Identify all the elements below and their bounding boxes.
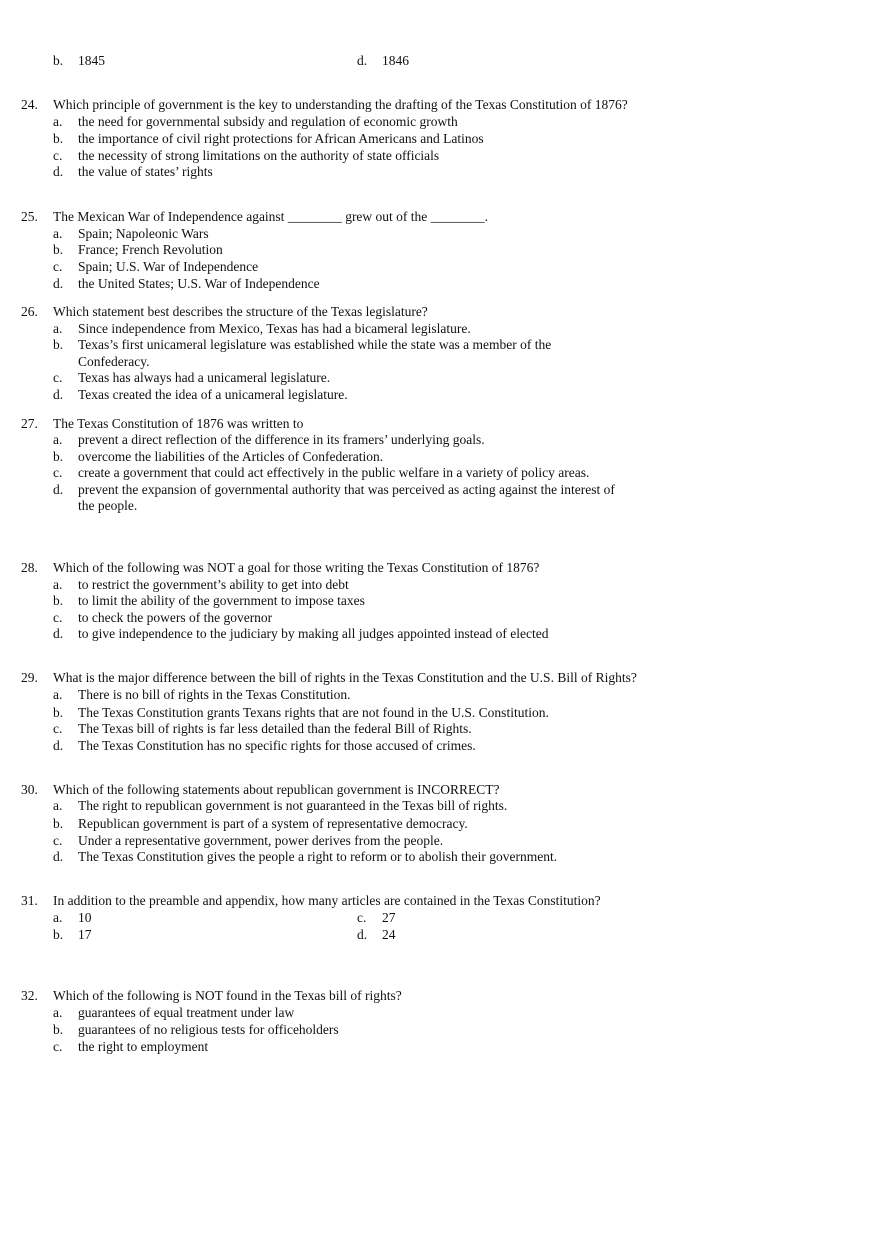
question-text: What is the major difference between the bill of rights in the Texas Constitution and the U.S. Bill of Rights? xyxy=(53,670,637,685)
question-text: Which of the following was NOT a goal for those writing the Texas Constitution of 1876? xyxy=(53,560,540,575)
option-text: the right to employment xyxy=(78,1039,209,1054)
option-text: to restrict the government’s ability to get into debt xyxy=(78,577,349,592)
option-text: guarantees of no religious tests for officeholders xyxy=(78,1022,339,1037)
option-text: the value of states’ rights xyxy=(78,164,213,179)
option-letter: b. xyxy=(53,593,64,608)
option-letter: d. xyxy=(53,849,64,864)
option-text: The Texas Constitution grants Texans rights that are not found in the U.S. Constitution. xyxy=(78,705,549,720)
option-text: The Texas bill of rights is far less detailed than the federal Bill of Rights. xyxy=(78,721,472,736)
option-letter: d. xyxy=(53,276,64,291)
option-letter: a. xyxy=(53,798,63,813)
option-text: guarantees of equal treatment under law xyxy=(78,1005,295,1020)
option-text: the need for governmental subsidy and regulation of economic growth xyxy=(78,114,458,129)
option-letter: c. xyxy=(53,1039,63,1054)
option-letter: a. xyxy=(53,114,63,129)
option-letter: c. xyxy=(53,259,63,274)
option-letter: a. xyxy=(53,226,63,241)
option-letter: c. xyxy=(53,148,63,163)
option-text: the people. xyxy=(78,498,138,513)
option-text: to limit the ability of the government to impose taxes xyxy=(78,593,365,608)
option-text: Texas created the idea of a unicameral legislature. xyxy=(78,387,348,402)
option-letter: a. xyxy=(53,910,63,925)
question-number: 32. xyxy=(21,988,38,1003)
option-text: 1845 xyxy=(78,53,105,68)
option-letter: b. xyxy=(53,705,64,720)
option-letter: b. xyxy=(53,131,64,146)
option-letter: a. xyxy=(53,321,63,336)
option-letter: b. xyxy=(53,242,64,257)
option-text: Under a representative government, power derives from the people. xyxy=(78,833,444,848)
option-text: Spain; Napoleonic Wars xyxy=(78,226,209,241)
question-text: The Mexican War of Independence against ________ grew out of the ________. xyxy=(53,209,489,224)
option-letter: b. xyxy=(53,53,64,68)
option-text: overcome the liabilities of the Articles of Confederation. xyxy=(78,449,384,464)
option-letter: c. xyxy=(53,610,63,625)
question-text: Which principle of government is the key to understanding the drafting of the Texas Constitution of 1876? xyxy=(53,97,628,112)
option-text: to give independence to the judiciary by making all judges appointed instead of elected xyxy=(78,626,549,641)
option-letter: b. xyxy=(53,927,64,942)
option-letter: c. xyxy=(53,370,63,385)
option-text: The Texas Constitution has no specific rights for those accused of crimes. xyxy=(78,738,476,753)
option-letter: a. xyxy=(53,1005,63,1020)
question-number: 29. xyxy=(21,670,38,685)
option-text: Confederacy. xyxy=(78,354,150,369)
option-letter: d. xyxy=(53,482,64,497)
option-text: the importance of civil right protections for African Americans and Latinos xyxy=(78,131,484,146)
option-letter: d. xyxy=(53,738,64,753)
question-number: 31. xyxy=(21,893,38,908)
option-text: Texas’s first unicameral legislature was established while the state was a member of the xyxy=(78,337,552,352)
option-letter: b. xyxy=(53,816,64,831)
option-text: 24 xyxy=(382,927,396,942)
option-text: Spain; U.S. War of Independence xyxy=(78,259,259,274)
question-text: Which statement best describes the structure of the Texas legislature? xyxy=(53,304,428,319)
option-letter: d. xyxy=(53,164,64,179)
option-text: The Texas Constitution gives the people a right to reform or to abolish their government. xyxy=(78,849,558,864)
option-text: 17 xyxy=(78,927,92,942)
option-letter: b. xyxy=(53,449,64,464)
question-text: Which of the following statements about republican government is INCORRECT? xyxy=(53,782,500,797)
option-letter: c. xyxy=(357,910,367,925)
option-letter: d. xyxy=(357,927,368,942)
option-letter: b. xyxy=(53,337,64,352)
option-text: the necessity of strong limitations on the authority of state officials xyxy=(78,148,440,163)
option-letter: d. xyxy=(53,626,64,641)
question-number: 24. xyxy=(21,97,38,112)
question-number: 28. xyxy=(21,560,38,575)
question-number: 30. xyxy=(21,782,38,797)
option-letter: c. xyxy=(53,721,63,736)
option-letter: c. xyxy=(53,833,63,848)
option-text: prevent a direct reflection of the difference in its framers’ underlying goals. xyxy=(78,432,485,447)
question-number: 26. xyxy=(21,304,38,319)
option-text: France; French Revolution xyxy=(78,242,223,257)
option-text: to check the powers of the governor xyxy=(78,610,273,625)
option-text: 10 xyxy=(78,910,92,925)
option-text: Republican government is part of a system of representative democracy. xyxy=(78,816,468,831)
question-text: Which of the following is NOT found in the Texas bill of rights? xyxy=(53,988,402,1003)
option-text: Since independence from Mexico, Texas has had a bicameral legislature. xyxy=(78,321,471,336)
option-letter: b. xyxy=(53,1022,64,1037)
question-text: The Texas Constitution of 1876 was written to xyxy=(53,416,304,431)
option-text: Texas has always had a unicameral legislature. xyxy=(78,370,331,385)
option-text: create a government that could act effectively in the public welfare in a variety of policy areas. xyxy=(78,465,590,480)
option-letter: d. xyxy=(53,387,64,402)
option-text: the United States; U.S. War of Independence xyxy=(78,276,320,291)
option-letter: c. xyxy=(53,465,63,480)
option-letter: a. xyxy=(53,577,63,592)
question-text: In addition to the preamble and appendix, how many articles are contained in the Texas Constitution? xyxy=(53,893,601,908)
option-text: The right to republican government is not guaranteed in the Texas bill of rights. xyxy=(78,798,508,813)
option-letter: a. xyxy=(53,432,63,447)
option-text: prevent the expansion of governmental authority that was perceived as acting against the interest of xyxy=(78,482,615,497)
option-text: There is no bill of rights in the Texas Constitution. xyxy=(78,687,351,702)
option-text: 27 xyxy=(382,910,396,925)
option-text: 1846 xyxy=(382,53,409,68)
question-number: 25. xyxy=(21,209,38,224)
question-number: 27. xyxy=(21,416,38,431)
option-letter: d. xyxy=(357,53,368,68)
option-letter: a. xyxy=(53,687,63,702)
